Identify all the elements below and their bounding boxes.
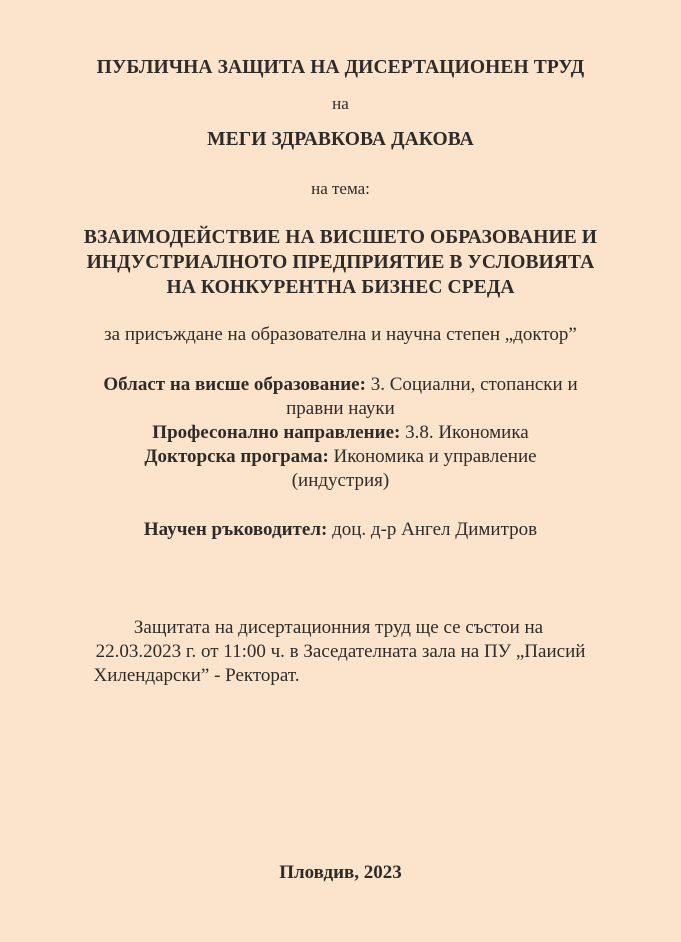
program-value-continued: (индустрия)	[291, 470, 390, 491]
supervisor	[0, 518, 681, 542]
field-of-education	[0, 373, 681, 397]
professional-direction	[0, 421, 681, 445]
direction-value: 3.8. Икономика	[400, 422, 529, 443]
field-label: Област на висше образование:	[103, 374, 366, 395]
field-value-continued: правни науки	[286, 398, 395, 419]
place-and-year: Пловдив, 2023	[279, 862, 402, 883]
thesis-title-line-1: ВЗАИМОДЕЙСТВИЕ НА ВИСШЕТО ОБРАЗОВАНИЕ И	[83, 227, 598, 248]
doctoral-program	[0, 445, 681, 469]
supervisor-value: доц. д-р Ангел Димитров	[327, 519, 538, 540]
thesis-title-line-3: НА КОНКУРЕНТНА БИЗНЕС СРЕДА	[166, 277, 515, 298]
topic-intro: на тема:	[311, 179, 370, 198]
direction-label: Професонално направление:	[152, 422, 401, 443]
defense-line-2: 22.03.2023 г. от 11:00 ч. в Заседателната зала на ПУ „Паисий	[95, 641, 586, 662]
field-value: 3. Социални, стопански и	[365, 374, 578, 395]
supervisor-label: Научен ръководител:	[143, 519, 328, 540]
program-label: Докторска програма:	[144, 446, 329, 467]
of-label: на	[332, 94, 349, 113]
thesis-title-line-2: ИНДУСТРИАЛНОТО ПРЕДПРИЯТИЕ В УСЛОВИЯТА	[86, 252, 595, 273]
author-name: МЕГИ ЗДРАВКОВА ДАКОВА	[207, 129, 474, 150]
degree-statement: за присъждане на образователна и научна степен „доктор”	[104, 324, 577, 345]
document-title: ПУБЛИЧНА ЗАЩИТА НА ДИСЕРТАЦИОНЕН ТРУД	[96, 57, 585, 78]
defense-line-1: Защитата на дисертационния труд ще се състои на	[133, 617, 544, 638]
defense-line-3: Хилендарски” - Ректорат.	[93, 665, 300, 686]
program-value: Икономика и управление	[328, 446, 537, 467]
